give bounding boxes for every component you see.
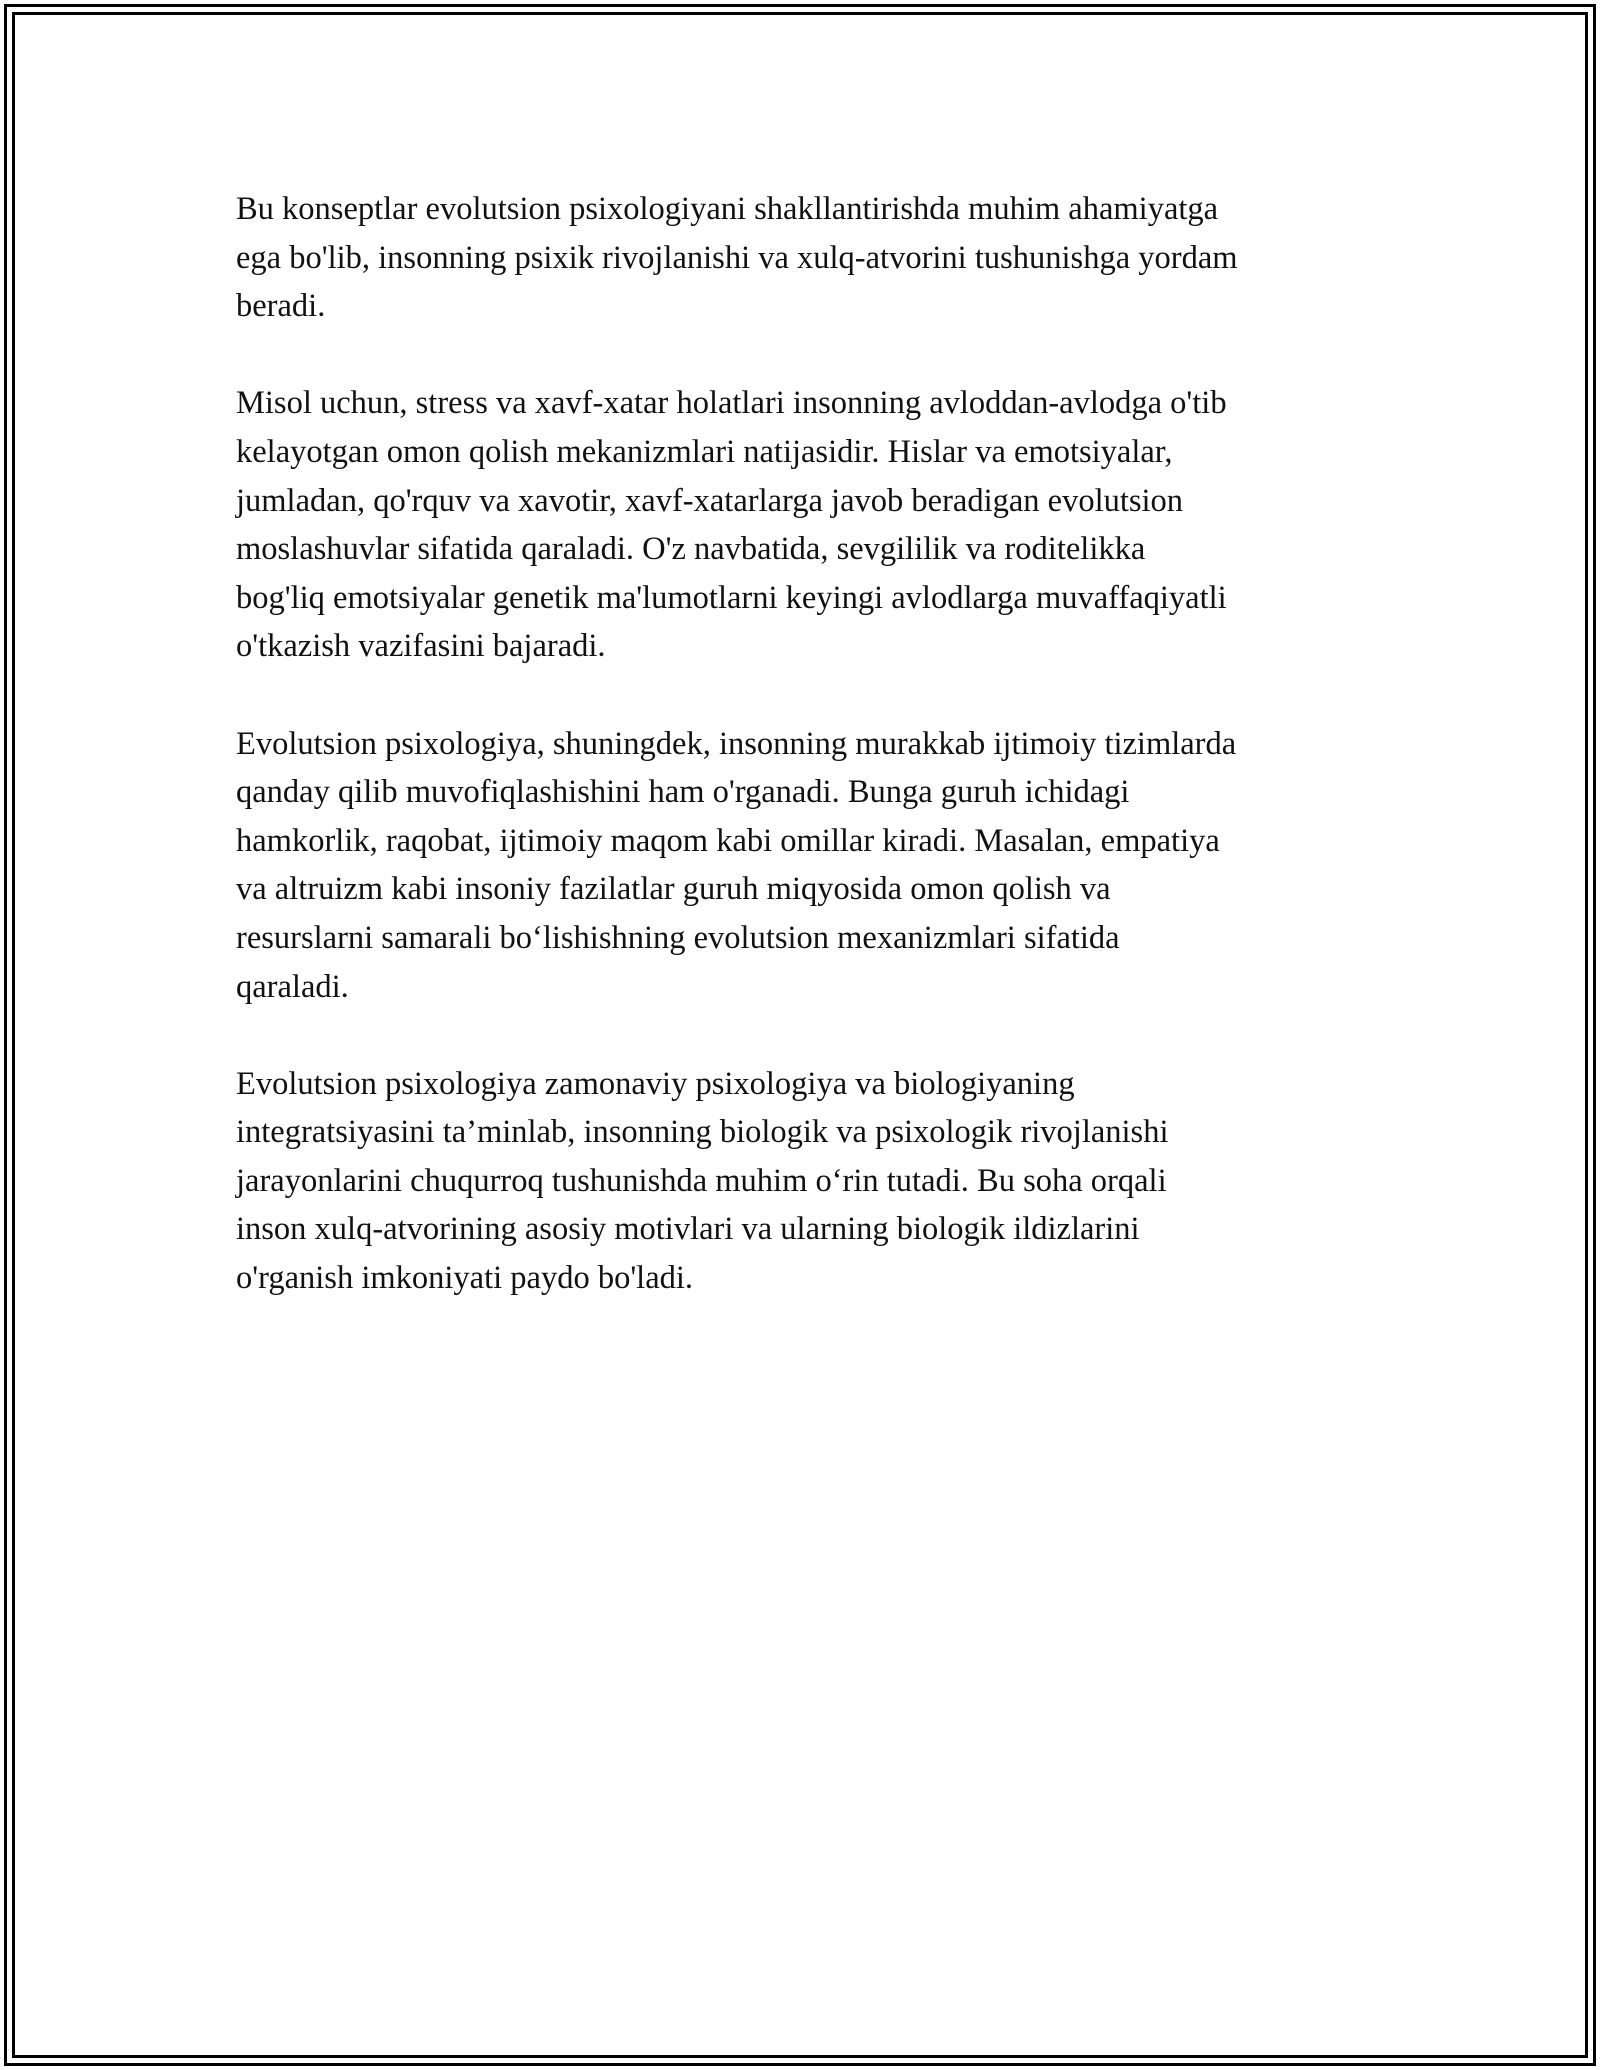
document-body <box>236 185 1376 1351</box>
text-line: bog'liq emotsiyalar genetik ma'lumotlarni keyingi avlodlarga muvaffaqiyatli <box>236 579 1227 616</box>
text-line: Evolutsion psixologiya, shuningdek, insonning murakkab ijtimoiy tizimlarda <box>236 725 1237 762</box>
text-line: ega bo'lib, insonning psixik rivojlanishi va xulq-atvorini tushunishga yordam <box>236 239 1238 276</box>
text-line: Bu konseptlar evolutsion psixologiyani shakllantirishda muhim ahamiyatga <box>236 191 1219 227</box>
text-line: hamkorlik, raqobat, ijtimoiy maqom kabi omillar kiradi. Masalan, empatiya <box>236 822 1220 859</box>
text-line: inson xulq-atvorining asosiy motivlari va ularning biologik ildizlarini <box>236 1211 1140 1248</box>
paragraph-3 <box>236 720 1376 1012</box>
text-line: beradi. <box>236 288 326 325</box>
text-line: qaraladi. <box>236 968 349 1005</box>
text-line: moslashuvlar sifatida qaraladi. O'z navbatida, sevgililik va roditelikka <box>236 531 1146 568</box>
paragraph-1 <box>236 185 1376 331</box>
text-line: kelayotgan omon qolish mekanizmlari natijasidir. Hislar va emotsiyalar, <box>236 433 1173 470</box>
text-line: Evolutsion psixologiya zamonaviy psixologiya va biologiyaning <box>236 1065 1075 1102</box>
text-line: jumladan, qo'rquv va xavotir, xavf-xatarlarga javob beradigan evolutsion <box>236 482 1184 519</box>
text-line: qanday qilib muvofiqlashishini ham o'rganadi. Bunga guruh ichidagi <box>236 774 1130 811</box>
text-line: Misol uchun, stress va xavf-xatar holatlari insonning avloddan-avlodga o'tib <box>236 385 1227 422</box>
text-line: o'rganish imkoniyati paydo bo'ladi. <box>236 1260 694 1297</box>
text-line: resurslarni samarali bo‘lishishning evolutsion mexanizmlari sifatida <box>236 919 1120 956</box>
paragraph-4 <box>236 1060 1376 1303</box>
text-line: o'tkazish vazifasini bajaradi. <box>236 628 606 665</box>
text-line: integratsiyasini ta’minlab, insonning biologik va psixologik rivojlanishi <box>236 1114 1169 1151</box>
paragraph-2 <box>236 379 1376 671</box>
text-line: jarayonlarini chuqurroq tushunishda muhim o‘rin tutadi. Bu soha orqali <box>236 1162 1167 1199</box>
text-line: va altruizm kabi insoniy fazilatlar guruh miqyosida omon qolish va <box>236 871 1111 908</box>
